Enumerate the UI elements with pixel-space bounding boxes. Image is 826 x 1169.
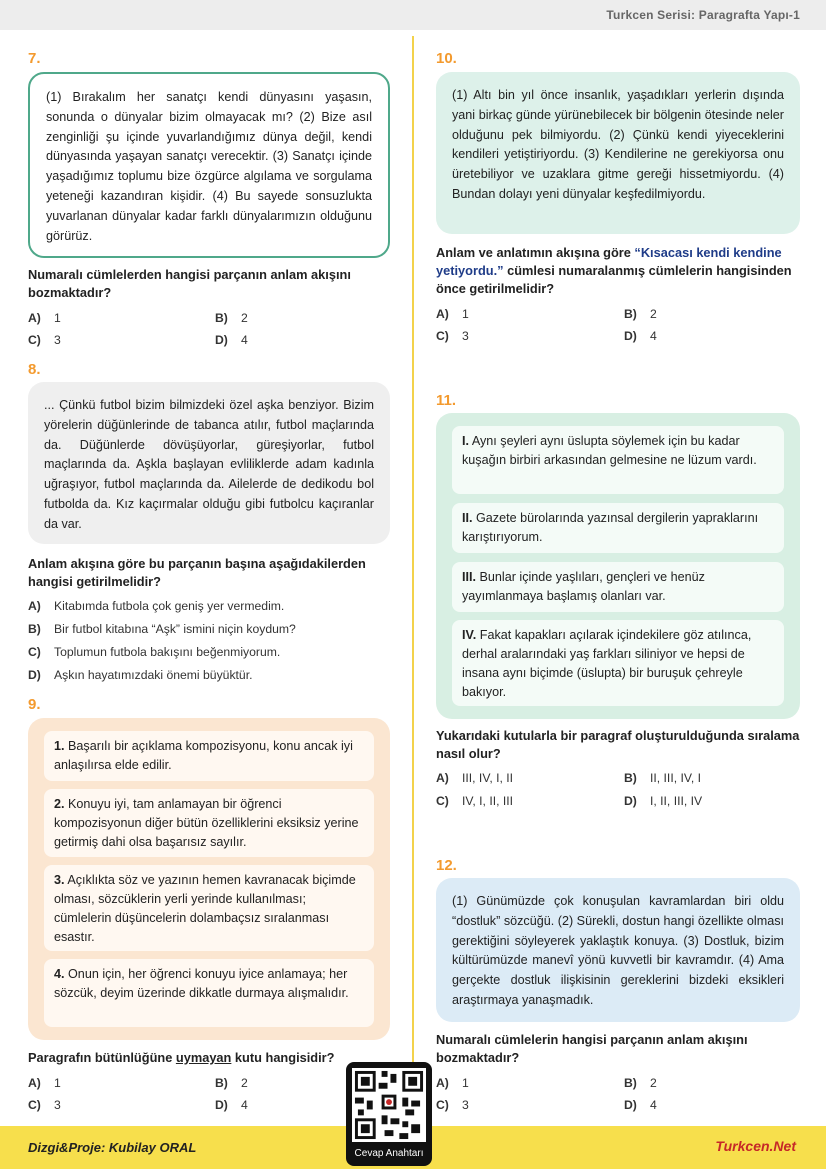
question-12-option-a[interactable] bbox=[436, 1076, 469, 1090]
option-letter: A) bbox=[28, 1076, 41, 1090]
question-10-option-d[interactable] bbox=[624, 329, 657, 343]
question-8-number: 8. bbox=[28, 361, 41, 378]
option-letter: B) bbox=[624, 771, 637, 785]
question-9-option-a[interactable] bbox=[28, 1076, 61, 1090]
box-text: Başarılı bir açıklama kompozisyonu, konu ancak iyi anlaşılırsa elde edilir. bbox=[54, 739, 353, 772]
option-text: I, II, III, IV bbox=[650, 794, 703, 808]
question-11-option-d[interactable] bbox=[624, 794, 702, 808]
option-text: Aşkın hayatımızdaki önemi büyüktür. bbox=[54, 668, 253, 682]
question-8-passage: ... Çünkü futbol bizim bilmizdeki özel aşka benziyor. Bizim yörelerin düğünlerinde de tabanca atılır, futbol maçlarında da. Düğünlerde dövüşüyorlar, güreşiyorlar, futbol maçlarında da. Aşkla başlayan evliliklerde adam kadınla uğraşıyor, futbol maçlarında da. Ailelerde de dedikodu bol futbolda da. Kız kaçırmalar olduğu gibi futbolcu kaçıranlar da var. bbox=[28, 382, 390, 544]
question-10-prompt bbox=[436, 244, 800, 298]
box-number: IV. bbox=[462, 628, 477, 642]
question-12-passage: (1) Günümüzde çok konuşulan kavramlardan biri oldu “dostluk” sözcüğü. (2) Sürekli, dostun hangi özellikte olması gerektiğini söyleyerek yaklaştık konuya. (3) Dostluk, bizim kültürümüzde manevî yönü kuvvetli bir kavramdır. (4) Ama gerçekte dostluk ilişkisinin gereklerini bizdeki eksikleri araştırmaya yanaşmadık. bbox=[436, 878, 800, 1022]
box-number: III. bbox=[462, 570, 476, 584]
box-number: 4. bbox=[54, 967, 65, 981]
option-letter: C) bbox=[436, 794, 449, 808]
option-letter: B) bbox=[215, 311, 228, 325]
question-9-prompt bbox=[28, 1049, 390, 1067]
question-7-option-c[interactable] bbox=[28, 333, 61, 347]
question-9-box-1 bbox=[44, 731, 374, 781]
option-text: 3 bbox=[462, 329, 469, 343]
question-8-option-a[interactable] bbox=[28, 599, 284, 613]
question-9-box-4 bbox=[44, 959, 374, 1027]
question-11-option-c[interactable] bbox=[436, 794, 513, 808]
option-text: 4 bbox=[650, 1098, 657, 1112]
option-letter: C) bbox=[436, 1098, 449, 1112]
question-7-number: 7. bbox=[28, 50, 41, 67]
option-letter: B) bbox=[624, 307, 637, 321]
option-text: 3 bbox=[54, 1098, 61, 1112]
option-text: 3 bbox=[462, 1098, 469, 1112]
question-10-option-a[interactable] bbox=[436, 307, 469, 321]
series-title: Turkcen Serisi: Paragrafta Yapı-1 bbox=[606, 8, 800, 22]
qr-code-icon bbox=[352, 1068, 426, 1142]
question-9-number: 9. bbox=[28, 696, 41, 713]
box-text: Onun için, her öğrenci konuyu iyice anlamaya; her sözcük, deyim üzerinde dikkatle durmaya alışmalıdır. bbox=[54, 967, 349, 1000]
question-11-box-1 bbox=[452, 426, 784, 494]
prompt-text-a: Anlam ve anlatımın akışına göre bbox=[436, 245, 635, 260]
question-9-option-c[interactable] bbox=[28, 1098, 61, 1112]
option-text: Bir futbol kitabına “Aşk” ismini niçin koydum? bbox=[54, 622, 296, 636]
question-11-number: 11. bbox=[436, 392, 457, 409]
option-letter: A) bbox=[436, 307, 449, 321]
box-number: 1. bbox=[54, 739, 65, 753]
option-text: 4 bbox=[241, 333, 248, 347]
box-number: 2. bbox=[54, 797, 65, 811]
column-divider bbox=[412, 36, 414, 1126]
option-letter: D) bbox=[624, 329, 637, 343]
box-text: Aynı şeyleri aynı üslupta söylemek için bu kadar kuşağın birbiri arkasından gelmesine ne lüzum vardı. bbox=[462, 434, 757, 467]
option-text: 1 bbox=[54, 311, 61, 325]
option-text: 4 bbox=[241, 1098, 248, 1112]
box-text: Gazete bürolarında yazınsal dergilerin yapraklarını karıştırıyorum. bbox=[462, 511, 759, 544]
answer-key-qr-card[interactable] bbox=[346, 1062, 432, 1166]
prompt-text-b: kutu hangisidir? bbox=[231, 1050, 335, 1065]
option-text: 4 bbox=[650, 329, 657, 343]
option-letter: B) bbox=[215, 1076, 228, 1090]
question-10-passage: (1) Altı bin yıl önce insanlık, yaşadıkları yerlerin dışında yani birkaç günde yürünebilecek bir bölgenin ötesinde neler olduğunu pek bilmiyordu. (2) Çünkü kendi yiyeceklerini kendileri yetiştiriyordu. (3) Kendilerine ne gerekiyorsa onu üretebiliyor ve uzaklara gitme gereği hissetmiyordu. (4) Bundan dolayı yeni dünyalar keşfedilmiyordu. bbox=[436, 72, 800, 234]
prompt-text-a: Paragrafın bütünlüğüne bbox=[28, 1050, 176, 1065]
option-text: II, III, IV, I bbox=[650, 771, 702, 785]
question-11-box-4 bbox=[452, 620, 784, 706]
question-9-box-3 bbox=[44, 865, 374, 951]
option-letter: A) bbox=[436, 1076, 449, 1090]
option-letter: B) bbox=[624, 1076, 637, 1090]
question-12-prompt: Numaralı cümlelerin hangisi parçanın anlam akışını bozmaktadır? bbox=[436, 1032, 748, 1065]
option-letter: D) bbox=[28, 668, 41, 682]
question-12-option-c[interactable] bbox=[436, 1098, 469, 1112]
question-7-prompt: Numaralı cümlelerden hangisi parçanın anlam akışını bozmaktadır? bbox=[28, 267, 351, 300]
question-8-prompt: Anlam akışına göre bu parçanın başına aşağıdakilerden hangisi getirilmelidir? bbox=[28, 556, 366, 589]
question-10-number: 10. bbox=[436, 50, 457, 67]
option-text: 2 bbox=[241, 311, 248, 325]
question-9-option-b[interactable] bbox=[215, 1076, 248, 1090]
question-12-option-b[interactable] bbox=[624, 1076, 657, 1090]
option-text: 1 bbox=[462, 1076, 469, 1090]
option-text: IV, I, II, III bbox=[462, 794, 514, 808]
question-8-option-b[interactable] bbox=[28, 622, 296, 636]
option-letter: B) bbox=[28, 622, 41, 636]
question-9-box-2 bbox=[44, 789, 374, 857]
question-11-prompt: Yukarıdaki kutularla bir paragraf oluşturulduğunda sıralama nasıl olur? bbox=[436, 728, 800, 761]
header-bar bbox=[0, 0, 826, 30]
option-letter: C) bbox=[436, 329, 449, 343]
box-text: Fakat kapakları açılarak içindekilere göz atılınca, derhal aralarındaki yaş farkları siliniyor ve hepsi de insana aynı biçimde (üslupta) bir buruşuk çehreyle bakıyor. bbox=[462, 628, 752, 699]
question-8-option-d[interactable] bbox=[28, 668, 252, 682]
option-letter: D) bbox=[215, 1098, 228, 1112]
question-11-box-3 bbox=[452, 562, 784, 612]
box-number: II. bbox=[462, 511, 473, 525]
footer-credit: Dizgi&Proje: Kubilay ORAL bbox=[28, 1140, 197, 1155]
question-11-box-2 bbox=[452, 503, 784, 553]
question-11-option-b[interactable] bbox=[624, 771, 701, 785]
box-number: 3. bbox=[54, 873, 65, 887]
option-letter: C) bbox=[28, 645, 41, 659]
option-letter: C) bbox=[28, 1098, 41, 1112]
question-8-option-c[interactable] bbox=[28, 645, 280, 659]
option-text: 2 bbox=[650, 1076, 657, 1090]
option-text: 1 bbox=[54, 1076, 61, 1090]
box-text: Bunlar içinde yaşlıları, gençleri ve henüz yayımlanmaya başlamış olanları var. bbox=[462, 570, 705, 603]
option-letter: D) bbox=[624, 794, 637, 808]
option-letter: A) bbox=[28, 599, 41, 613]
option-letter: C) bbox=[28, 333, 41, 347]
option-letter: D) bbox=[215, 333, 228, 347]
box-number: I. bbox=[462, 434, 469, 448]
option-text: 1 bbox=[462, 307, 469, 321]
question-11-option-a[interactable] bbox=[436, 771, 513, 785]
question-12-option-d[interactable] bbox=[624, 1098, 657, 1112]
question-12-number: 12. bbox=[436, 857, 457, 874]
question-7-option-d[interactable] bbox=[215, 333, 248, 347]
brand-logo: Turkcen.Net bbox=[715, 1138, 796, 1154]
question-7-option-a[interactable] bbox=[28, 311, 61, 325]
question-9-option-d[interactable] bbox=[215, 1098, 248, 1112]
prompt-text-b: cümlesi numaralanmış cümlelerin hangisinden önce getirilmelidir? bbox=[436, 263, 792, 296]
answer-key-label: Cevap Anahtarı bbox=[354, 1148, 424, 1159]
box-text: Konuyu iyi, tam anlamayan bir öğrenci kompozisyonun diğer bütün özelliklerini eksiksiz yerine getirmiş dahi olsa başarısız sayılır. bbox=[54, 797, 359, 849]
prompt-underlined: uymayan bbox=[175, 1050, 232, 1065]
box-text: Açıklıkta söz ve yazının hemen kavranacak biçimde olması, sözcüklerin yerli yerinde kullanılması; cümlelerin düşüncelerin dolambaçsız sıralanması esastır. bbox=[54, 873, 356, 944]
option-letter: D) bbox=[624, 1098, 637, 1112]
option-text: 2 bbox=[650, 307, 657, 321]
option-text: Kitabımda futbola çok geniş yer vermedim. bbox=[54, 599, 285, 613]
prompt-highlight: “Kısacası kendi kendine yetiyordu.” bbox=[436, 245, 782, 278]
question-10-option-b[interactable] bbox=[624, 307, 657, 321]
option-text: 2 bbox=[241, 1076, 248, 1090]
option-text: Toplumun futbola bakışını beğenmiyorum. bbox=[54, 645, 281, 659]
option-text: 3 bbox=[54, 333, 61, 347]
option-letter: A) bbox=[28, 311, 41, 325]
question-7-option-b[interactable] bbox=[215, 311, 248, 325]
question-10-option-c[interactable] bbox=[436, 329, 469, 343]
option-letter: A) bbox=[436, 771, 449, 785]
option-text: III, IV, I, II bbox=[462, 771, 514, 785]
question-7-passage: (1) Bırakalım her sanatçı kendi dünyasını yaşasın, sonunda o dünyalar bizim olmayacak mı? (2) Bize asıl zenginliği şu içinde yuvarlandığımız dünya değil, kendi dünyasında yaşayan sanatçı verecektir. (3) Sanatçı içinde yaşadığımız toplumu bize özgürce algılama ve sorgulama yeteneği kazandıran kişidir. (4) Bu sayede sonsuzlukta yuvarlanan dünyalar kadar farklı dünyalarımızın olduğunu görürüz. bbox=[28, 72, 390, 258]
